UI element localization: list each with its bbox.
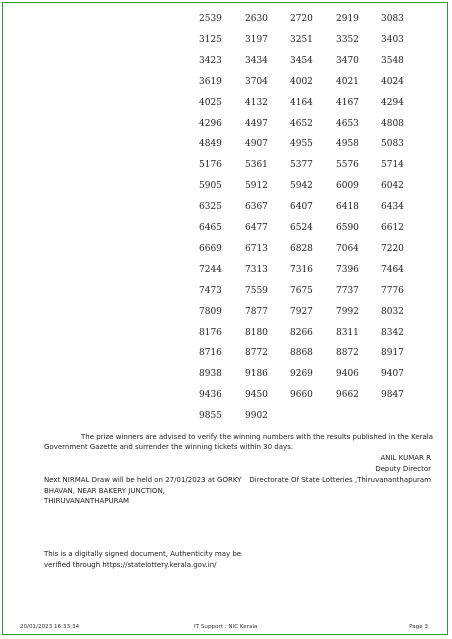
winning-number: 9855: [199, 411, 222, 422]
winning-number: 7992: [336, 306, 359, 317]
winning-number: 6590: [336, 223, 359, 233]
winning-number: 4653: [336, 118, 359, 129]
winning-number: 8266: [290, 327, 313, 338]
winning-number: 9269: [290, 369, 313, 380]
winning-number: 8180: [245, 327, 268, 338]
winning-number: 6524: [290, 223, 313, 233]
winning-number: 6367: [245, 202, 268, 213]
winning-number: 4024: [381, 76, 404, 87]
winning-number: 4167: [336, 97, 359, 108]
winning-number: 4849: [199, 139, 222, 150]
winning-number: 4132: [245, 97, 268, 108]
winning-number: 6669: [199, 243, 222, 254]
next-draw-line-2: BHAVAN, NEAR BAKERY JUNCTION,: [44, 487, 165, 495]
winning-number: 9186: [245, 369, 268, 380]
winning-number: 7675: [290, 285, 313, 296]
winning-number: 7877: [245, 306, 268, 317]
winning-number: 6477: [245, 223, 268, 233]
winning-number: 6418: [336, 202, 359, 213]
winning-number: 3704: [245, 76, 268, 87]
winning-number: 7776: [381, 285, 404, 296]
winning-number: 9847: [381, 390, 404, 401]
winning-number: 3403: [381, 34, 404, 45]
winning-number: 8772: [245, 348, 268, 359]
winning-number: 4294: [381, 97, 404, 108]
winning-number: 5942: [290, 181, 313, 192]
winning-number: 4025: [199, 97, 222, 108]
winning-number: 5361: [245, 160, 268, 171]
winning-number: 2539: [199, 14, 222, 24]
winning-number: 4955: [290, 139, 313, 150]
winning-number: 5176: [199, 160, 222, 171]
winning-number: 2720: [290, 14, 313, 24]
winning-number: 5576: [336, 160, 359, 171]
winning-number: 7316: [290, 264, 313, 275]
winning-number: 9660: [290, 390, 313, 401]
winning-number: 7559: [245, 285, 268, 296]
winning-number: 7927: [290, 306, 313, 317]
winning-number: 3083: [381, 14, 404, 24]
winning-number: 4958: [336, 139, 359, 150]
next-draw-line-3: THIRUVANANTHAPURAM: [44, 497, 130, 505]
winning-number: 4497: [245, 118, 268, 129]
next-draw-line-1: Next NIRMAL Draw will be held on 27/01/2023 at GORKY: [44, 476, 242, 484]
winning-number: 4652: [290, 118, 313, 129]
winning-number: 8716: [199, 348, 222, 359]
digital-sign-line-1: This is a digitally signed document, Authenticity may be: [44, 550, 242, 558]
footer-timestamp: 20/01/2023 16:33:34: [20, 624, 80, 630]
winning-number: 3470: [336, 55, 359, 66]
winning-number: 4296: [199, 118, 222, 129]
winning-number: 7464: [381, 264, 404, 275]
winning-number: 6612: [381, 223, 404, 233]
winning-number: 4021: [336, 76, 359, 87]
footer-support: IT Support : NIC Kerala: [194, 624, 258, 630]
winning-number: 6828: [290, 243, 313, 254]
winning-number: 3619: [199, 76, 222, 87]
winning-number: 6407: [290, 202, 313, 213]
winning-number: 3548: [381, 55, 404, 66]
notice-line-1: The prize winners are advised to verify the winning numbers with the results published in the Kerala: [81, 433, 434, 441]
winning-number: 4002: [290, 76, 313, 87]
winning-number: 6434: [381, 202, 404, 213]
winning-number: 6042: [381, 181, 404, 192]
winning-number: 7396: [336, 264, 359, 275]
winning-number: 9407: [381, 369, 404, 380]
winning-number: 8342: [381, 327, 404, 338]
winning-number: 5905: [199, 181, 222, 192]
winning-number: 7244: [199, 264, 222, 275]
winning-number: 3352: [336, 34, 359, 45]
winning-number: 3251: [290, 34, 313, 45]
winning-number: 8032: [381, 306, 404, 317]
winning-number: 3434: [245, 55, 268, 66]
winning-number: 6713: [245, 243, 268, 254]
winning-number: 4808: [381, 118, 404, 129]
footer-page-number: Page 3: [409, 624, 428, 630]
signatory-title: Deputy Director: [375, 465, 431, 473]
winning-number: 7809: [199, 306, 222, 317]
winning-number: 2919: [336, 14, 359, 24]
winning-number: 8176: [199, 327, 222, 338]
winning-number: 9902: [245, 411, 268, 422]
winning-number: 9662: [336, 390, 359, 401]
winning-number: 7473: [199, 285, 222, 296]
signatory-name: ANIL KUMAR R: [380, 454, 431, 462]
winning-number: 7737: [336, 285, 359, 296]
winning-number: 3125: [199, 34, 222, 45]
digital-sign-line-2: verified through https://statelottery.kerala.gov.in/: [44, 561, 217, 569]
winning-number: 3454: [290, 55, 313, 66]
winning-number: 5912: [245, 181, 268, 192]
winning-number: 6009: [336, 181, 359, 192]
winning-number: 3423: [199, 55, 222, 66]
winning-number: 7064: [336, 243, 359, 254]
winning-number: 6325: [199, 202, 222, 213]
winning-number: 6465: [199, 223, 222, 233]
winning-number: 5714: [381, 160, 404, 171]
winning-number: 2630: [245, 14, 268, 24]
winning-number: 7220: [381, 243, 404, 254]
notice-line-2: Government Gazette and surrender the winning tickets within 30 days.: [44, 443, 294, 451]
winning-number: 9406: [336, 369, 359, 380]
winning-number: 8938: [199, 369, 222, 380]
winning-number: 9436: [199, 390, 222, 401]
winning-number: 4164: [290, 97, 313, 108]
winning-number: 4907: [245, 139, 268, 150]
winning-number: 3197: [245, 34, 268, 45]
winning-number: 8868: [290, 348, 313, 359]
signatory-office: Directorate Of State Lotteries ,Thiruvananthapuram: [249, 476, 431, 484]
winning-number: 5377: [290, 160, 313, 171]
winning-number: 9450: [245, 390, 268, 401]
winning-number: 5083: [381, 139, 404, 150]
winning-number: 8917: [381, 348, 404, 359]
winning-number: 8311: [336, 327, 359, 338]
winning-number: 8872: [336, 348, 359, 359]
winning-number: 7313: [245, 264, 268, 275]
